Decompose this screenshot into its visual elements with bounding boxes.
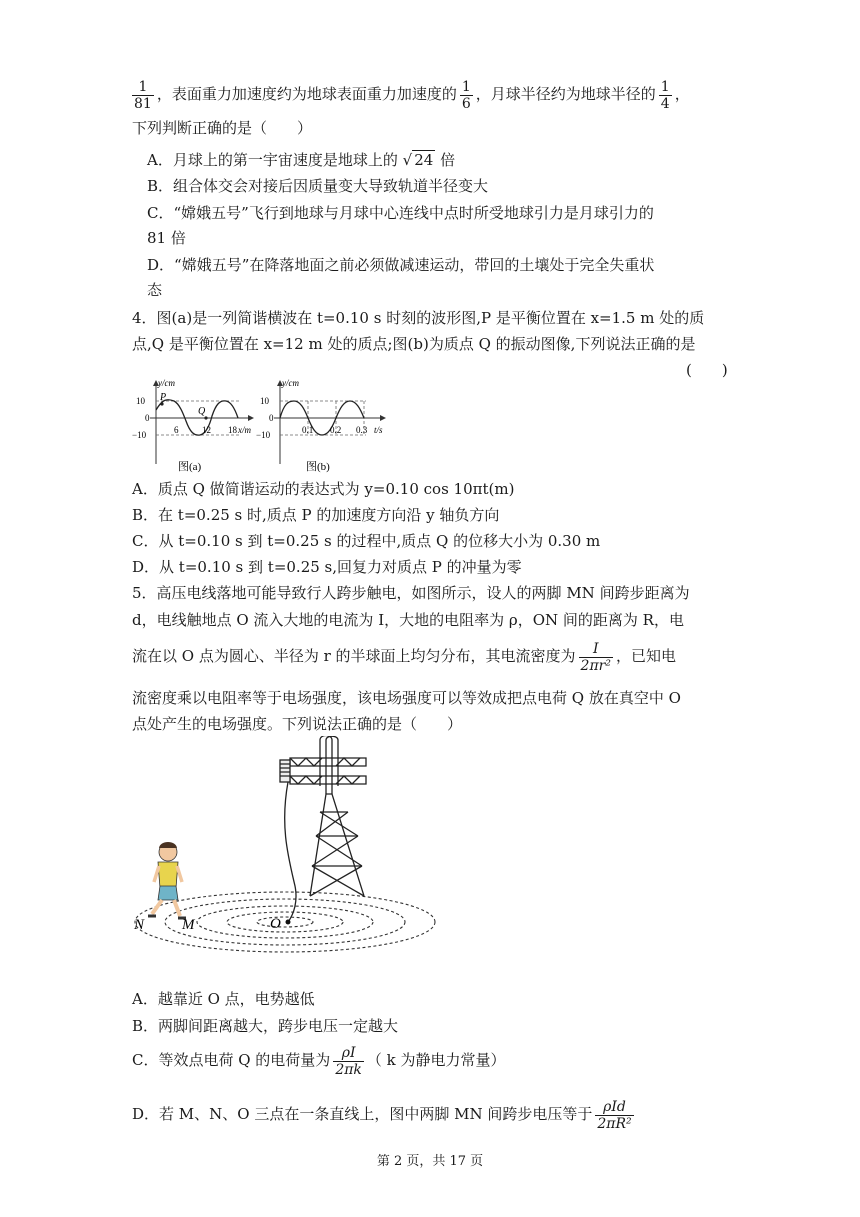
graph-a-waveform (130, 376, 260, 476)
q4-option-b: B．在 t=0.25 s 时,质点 P 的加速度方向沿 y 轴负方向 (132, 506, 500, 524)
q3-stem-line-1: $\frac{1}{81}$ ，表面重力加速度约为地球表面重力加速度的 $\frac{1}{6}$ ，月球半径约为地球半径的 $\frac{1}{4}$ ， (134, 78, 690, 112)
graph-a-ylabel: y/cm (158, 378, 175, 388)
fraction-1-81: $\frac{1}{81}$ (134, 78, 152, 112)
fraction-1-4: $\frac{1}{4}$ (660, 78, 670, 112)
graph-a-p-label: P (160, 392, 167, 403)
graph-b-ytick-10: 10 (260, 396, 269, 406)
q4-option-d: D．从 t=0.10 s 到 t=0.25 s,回复力对质点 P 的冲量为零 (132, 558, 522, 576)
graph-b-ytick-0: 0 (269, 413, 274, 423)
graph-b-xlabel: t/s (374, 425, 383, 435)
graph-b-xtick-0.3: 0.3 (356, 425, 368, 435)
graph-b-caption: 图(b) (306, 461, 330, 473)
graph-a-ytick-neg10: −10 (132, 430, 147, 440)
fraction-current-density: $\frac{I}{\text{2πr²}}$ (580, 640, 611, 674)
graph-b-ylabel: y/cm (282, 378, 299, 388)
graph-a-xtick-18: 18 (228, 425, 237, 435)
graph-b-xtick-0.2: 0.2 (330, 425, 342, 435)
graph-a-xtick-12: 12 (202, 425, 211, 435)
q3-option-a: A．月球上的第一宇宙速度是地球上的 √ 24 倍 (147, 151, 456, 169)
ground-ring-4 (227, 912, 343, 932)
q5-option-b: B．两脚间距离越大，跨步电压一定越大 (132, 1017, 399, 1035)
label-n: N (134, 917, 145, 933)
graph-a-xtick-6: 6 (174, 425, 179, 435)
graph-a-xlabel: x/m (238, 425, 251, 435)
q3-option-b: B．组合体交会对接后因质量变大导致轨道半径变大 (147, 177, 489, 195)
q5-option-c: C．等效点电荷 Q 的电荷量为 $\frac{\rho I}{2\pi k}$ （ k 为静电力常量） (132, 1044, 506, 1078)
graph-b-xtick-0.1: 0.1 (302, 425, 314, 435)
graph-a-ytick-0: 0 (145, 413, 150, 423)
q4-option-a: A．质点 Q 做简谐运动的表达式为 y=0.10 cos 10πt(m) (132, 480, 515, 498)
graph-a-caption: 图(a) (178, 461, 202, 473)
q5-option-a: A．越靠近 O 点，电势越低 (132, 990, 315, 1008)
label-o: O (270, 916, 281, 932)
fraction-charge: $\frac{\rho I}{2\pi k}$ (335, 1044, 362, 1078)
point-o-dot (286, 920, 291, 925)
q3-option-d-line-1: D．“嫦娥五号”在降落地面之前必须做减速运动，带回的土壤处于完全失重状 (147, 256, 655, 274)
tower-icon (280, 736, 366, 922)
fraction-1-6: $\frac{1}{6}$ (461, 78, 471, 112)
q5-stem-line-4: 流密度乘以电阻率等于电场强度，该电场强度可以等效成把点电荷 Q 放在真空中 O (132, 689, 681, 707)
ground-ring-5 (257, 917, 313, 927)
graph-a-ytick-10: 10 (136, 396, 145, 406)
ground-ring-3 (197, 906, 373, 938)
q5-stem-line-1: 5．高压电线落地可能导致行人跨步触电，如图所示，设人的两脚 MN 间跨步距离为 (132, 584, 690, 602)
q3-option-c-line-2: 81 倍 (147, 229, 186, 247)
sqrt-symbol: √ 24 (402, 151, 434, 169)
q4-option-c: C．从 t=0.10 s 到 t=0.25 s 的过程中,质点 Q 的位移大小为 0.30 m (132, 532, 601, 550)
q5-stem-line-3: 流在以 O 点为圆心、半径为 r 的半球面上均匀分布，其电流密度为 $\frac{I}{\text{2πr²}}$ ，已知电 (132, 640, 676, 674)
q5-stem-line-2: d，电线触地点 O 流入大地的电流为 I，大地的电阻率为 ρ，ON 间的距离为 R，电 (132, 611, 684, 629)
graph-b-ytick-neg10: −10 (256, 430, 271, 440)
q3-stem-line-2: 下列判断正确的是（ ） (132, 119, 313, 137)
q3-option-c-line-1: C．“嫦娥五号”飞行到地球与月球中心连线中点时所受地球引力是月球引力的 (147, 204, 654, 222)
q4-stem-line-2: 点,Q 是平衡位置在 x=12 m 处的质点;图(b)为质点 Q 的振动图像,下列说法正确的是 (132, 335, 696, 353)
graph-a-wave (156, 400, 238, 435)
q3-option-d-line-2: 态 (147, 281, 163, 299)
person-icon (148, 842, 186, 918)
label-m: M (182, 917, 195, 933)
ground-ring-1 (135, 892, 435, 952)
fraction-step-voltage: $\frac{\text{ρId}}{\text{2πR²}}$ (597, 1098, 632, 1132)
graph-a-q-label: Q (198, 406, 206, 417)
q4-paren: ( ) (686, 361, 728, 379)
q4-stem-line-1: 4．图(a)是一列简谐横波在 t=0.10 s 时刻的波形图,P 是平衡位置在 x=1.5 m 处的质 (132, 309, 705, 327)
q5-stem-line-5: 点处产生的电场强度。下列说法正确的是（ ） (132, 715, 463, 733)
graph-b-vibration (254, 376, 394, 476)
page-footer: 第 2 页，共 17 页 (376, 1154, 484, 1169)
graph-b-x-arrow (380, 415, 386, 421)
power-tower-figure (130, 736, 450, 972)
q5-option-d: D．若 M、N、O 三点在一条直线上，图中两脚 MN 间跨步电压等于 $\frac{\text{ρId}}{\text{2πR²}}$ (132, 1098, 632, 1132)
